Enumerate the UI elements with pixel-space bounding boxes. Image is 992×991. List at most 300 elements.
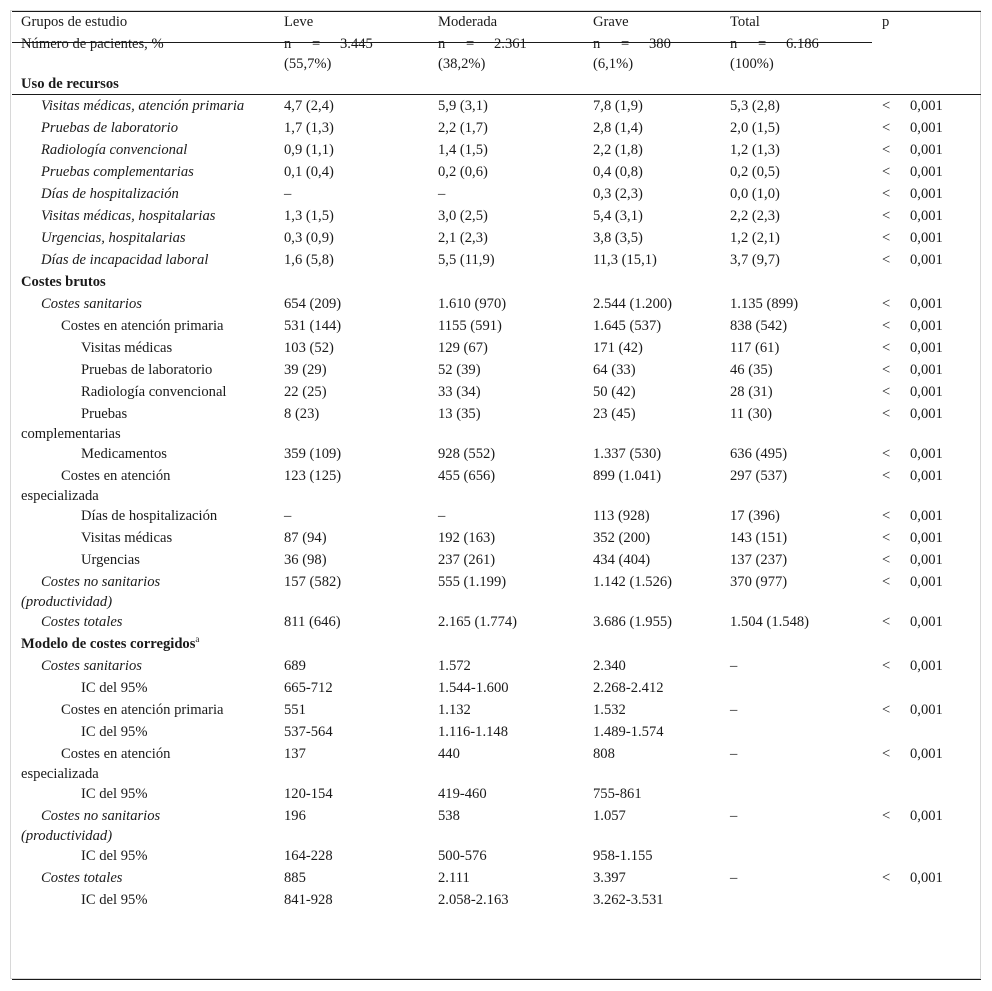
row-label: Pruebas de laboratorio bbox=[41, 120, 179, 136]
table-row bbox=[12, 206, 981, 228]
cell-p bbox=[882, 806, 981, 846]
p-less-than: < bbox=[882, 296, 891, 312]
p-value: 0,001 bbox=[910, 870, 943, 886]
cell-total: 1,2 (2,1) bbox=[730, 230, 780, 246]
table-row bbox=[12, 528, 981, 550]
p-value: 0,001 bbox=[910, 362, 943, 378]
row-label: IC del 95% bbox=[81, 848, 148, 864]
cell-moderada: 2,2 (1,7) bbox=[438, 120, 488, 136]
cell-leve: 137 bbox=[284, 746, 306, 762]
table-row bbox=[12, 722, 981, 744]
cell-p bbox=[882, 722, 981, 744]
cell-grave: 7,8 (1,9) bbox=[593, 98, 643, 114]
p-value: 0,001 bbox=[910, 658, 943, 674]
cost-table bbox=[12, 12, 981, 912]
cell-p bbox=[882, 404, 981, 444]
cell-moderada: 2.165 (1.774) bbox=[438, 614, 518, 630]
p-value: 0,001 bbox=[910, 318, 943, 334]
p-value: 0,001 bbox=[910, 552, 943, 568]
table-row bbox=[12, 382, 981, 404]
table-row bbox=[12, 404, 981, 444]
cell-p bbox=[882, 846, 981, 868]
cell-p bbox=[882, 744, 981, 784]
cell-total: 0,0 (1,0) bbox=[730, 186, 780, 202]
cell-leve: 164-228 bbox=[284, 848, 333, 864]
p-value: 0,001 bbox=[910, 98, 943, 114]
cell-leve: 665-712 bbox=[284, 680, 333, 696]
cell-p bbox=[882, 678, 981, 700]
cell-leve: – bbox=[284, 508, 292, 524]
cell-p bbox=[882, 550, 981, 572]
patients-grave-n: n = 380 bbox=[593, 36, 671, 52]
p-less-than: < bbox=[882, 508, 891, 524]
cell-p bbox=[882, 162, 981, 184]
p-less-than: < bbox=[882, 746, 891, 762]
table-row bbox=[12, 572, 981, 612]
cell-leve: 0,9 (1,1) bbox=[284, 142, 334, 158]
cell-grave: 11,3 (15,1) bbox=[593, 252, 657, 268]
cell-leve: 0,3 (0,9) bbox=[284, 230, 334, 246]
row-label: Pruebas complementarias bbox=[41, 164, 194, 180]
cell-p bbox=[882, 228, 981, 250]
row-label: Días de incapacidad laboral bbox=[41, 252, 209, 268]
cell-total bbox=[730, 722, 882, 744]
cell-grave: 1.142 (1.526) bbox=[593, 574, 673, 590]
row-label: Radiología convencional bbox=[41, 142, 188, 158]
p-less-than: < bbox=[882, 98, 891, 114]
cell-grave: 113 (928) bbox=[593, 508, 650, 524]
table-row bbox=[12, 806, 981, 846]
cell-grave: 1.337 (530) bbox=[593, 446, 662, 462]
cell-moderada: 5,9 (3,1) bbox=[438, 98, 488, 114]
cell-grave: 2.268-2.412 bbox=[593, 680, 664, 696]
cell-total: 28 (31) bbox=[730, 384, 773, 400]
p-value: 0,001 bbox=[910, 468, 943, 484]
cell-total: 838 (542) bbox=[730, 318, 788, 334]
table-row bbox=[12, 612, 981, 634]
cell-total: 0,2 (0,5) bbox=[730, 164, 780, 180]
table-row bbox=[12, 162, 981, 184]
cell-grave: 1.057 bbox=[593, 808, 626, 824]
p-value: 0,001 bbox=[910, 574, 943, 590]
cell-moderada: 2.111 bbox=[438, 870, 470, 886]
p-value: 0,001 bbox=[910, 230, 943, 246]
col-header-group: Grupos de estudio bbox=[21, 14, 128, 30]
cell-total: 2,0 (1,5) bbox=[730, 120, 780, 136]
row-label-cont: especializada bbox=[21, 488, 99, 504]
cell-total: 5,3 (2,8) bbox=[730, 98, 780, 114]
cell-total: 17 (396) bbox=[730, 508, 780, 524]
row-label: Días de hospitalización bbox=[81, 508, 218, 524]
cell-leve: 157 (582) bbox=[284, 574, 342, 590]
cell-total: 370 (977) bbox=[730, 574, 788, 590]
cell-moderada: – bbox=[438, 508, 446, 524]
cell-p bbox=[882, 572, 981, 612]
cell-p bbox=[882, 294, 981, 316]
p-less-than: < bbox=[882, 446, 891, 462]
section-costes-brutos-title: Costes brutos bbox=[21, 274, 106, 290]
cell-p bbox=[882, 506, 981, 528]
p-less-than: < bbox=[882, 552, 891, 568]
patients-total-n: n = 6.186 bbox=[730, 36, 819, 52]
table-row bbox=[12, 228, 981, 250]
table-row bbox=[12, 846, 981, 868]
p-less-than: < bbox=[882, 384, 891, 400]
cell-leve: 689 bbox=[284, 658, 306, 674]
p-value: 0,001 bbox=[910, 406, 943, 422]
table-row bbox=[12, 700, 981, 722]
cell-total bbox=[730, 678, 882, 700]
cell-total: 1,2 (1,3) bbox=[730, 142, 780, 158]
row-label: Costes en atención primaria bbox=[61, 702, 224, 718]
cell-p bbox=[882, 382, 981, 404]
patients-moderada-n: n = 2.361 bbox=[438, 36, 527, 52]
cell-moderada: 928 (552) bbox=[438, 446, 496, 462]
col-header-leve: Leve bbox=[284, 14, 314, 30]
cell-p bbox=[882, 316, 981, 338]
cell-grave: 2.544 (1.200) bbox=[593, 296, 673, 312]
cell-moderada: 419-460 bbox=[438, 786, 487, 802]
p-value: 0,001 bbox=[910, 120, 943, 136]
row-label: Costes no sanitarios bbox=[41, 808, 161, 824]
cell-total: 137 (237) bbox=[730, 552, 788, 568]
table-row bbox=[12, 506, 981, 528]
cell-moderada: 1155 (591) bbox=[438, 318, 502, 334]
cell-moderada: 1,4 (1,5) bbox=[438, 142, 488, 158]
row-label: Medicamentos bbox=[81, 446, 167, 462]
row-label: Días de hospitalización bbox=[41, 186, 179, 202]
cell-moderada: 129 (67) bbox=[438, 340, 488, 356]
cell-leve: 1,7 (1,3) bbox=[284, 120, 334, 136]
p-value: 0,001 bbox=[910, 252, 943, 268]
table-row bbox=[12, 678, 981, 700]
cell-leve: 537-564 bbox=[284, 724, 333, 740]
cell-grave: 2,8 (1,4) bbox=[593, 120, 643, 136]
cell-leve: 103 (52) bbox=[284, 340, 334, 356]
row-label: IC del 95% bbox=[81, 786, 148, 802]
cell-grave: 3,8 (3,5) bbox=[593, 230, 643, 246]
patients-grave-pct: (6,1%) bbox=[593, 56, 634, 72]
cell-moderada: 5,5 (11,9) bbox=[438, 252, 495, 268]
cell-leve: 885 bbox=[284, 870, 306, 886]
cell-grave: 23 (45) bbox=[593, 406, 636, 422]
cell-moderada: 192 (163) bbox=[438, 530, 496, 546]
cell-total: 1.135 (899) bbox=[730, 296, 799, 312]
cell-moderada: 13 (35) bbox=[438, 406, 481, 422]
cell-p bbox=[882, 784, 981, 806]
row-label: Costes en atención bbox=[61, 468, 171, 484]
row-label-cont: complementarias bbox=[21, 426, 121, 442]
cell-moderada: 3,0 (2,5) bbox=[438, 208, 488, 224]
row-label: Visitas médicas, hospitalarias bbox=[41, 208, 216, 224]
p-value: 0,001 bbox=[910, 530, 943, 546]
p-less-than: < bbox=[882, 230, 891, 246]
p-value: 0,001 bbox=[910, 384, 943, 400]
cell-total: 11 (30) bbox=[730, 406, 773, 422]
cell-moderada: 0,2 (0,6) bbox=[438, 164, 488, 180]
cell-p bbox=[882, 118, 981, 140]
cell-leve: 123 (125) bbox=[284, 468, 342, 484]
cell-moderada: 33 (34) bbox=[438, 384, 481, 400]
cell-total: – bbox=[730, 746, 738, 762]
p-less-than: < bbox=[882, 808, 891, 824]
cell-moderada: – bbox=[438, 186, 446, 202]
section-uso-recursos bbox=[12, 74, 981, 96]
p-less-than: < bbox=[882, 468, 891, 484]
cell-total: 2,2 (2,3) bbox=[730, 208, 780, 224]
cell-total: – bbox=[730, 870, 738, 886]
patients-moderada bbox=[438, 34, 593, 74]
row-label: IC del 95% bbox=[81, 724, 148, 740]
p-less-than: < bbox=[882, 406, 891, 422]
cell-grave: 3.262-3.531 bbox=[593, 892, 664, 908]
cell-total: 3,7 (9,7) bbox=[730, 252, 780, 268]
cell-grave: 899 (1.041) bbox=[593, 468, 662, 484]
cell-leve: 8 (23) bbox=[284, 406, 320, 422]
p-less-than: < bbox=[882, 574, 891, 590]
p-less-than: < bbox=[882, 362, 891, 378]
cell-total: 143 (151) bbox=[730, 530, 788, 546]
cell-total: – bbox=[730, 808, 738, 824]
table-row bbox=[12, 444, 981, 466]
row-label-cont: especializada bbox=[21, 766, 99, 782]
row-label-cont: (productividad) bbox=[21, 828, 113, 844]
cell-grave: 50 (42) bbox=[593, 384, 636, 400]
p-value: 0,001 bbox=[910, 164, 943, 180]
p-less-than: < bbox=[882, 658, 891, 674]
cell-moderada: 1.544-1.600 bbox=[438, 680, 509, 696]
table-row bbox=[12, 140, 981, 162]
cell-moderada: 440 bbox=[438, 746, 460, 762]
cell-p bbox=[882, 184, 981, 206]
col-header-p: p bbox=[882, 14, 890, 30]
cell-leve: 841-928 bbox=[284, 892, 333, 908]
patients-total bbox=[730, 34, 882, 74]
cell-p bbox=[882, 360, 981, 382]
p-less-than: < bbox=[882, 142, 891, 158]
cell-moderada: 2,1 (2,3) bbox=[438, 230, 488, 246]
patients-grave bbox=[593, 34, 730, 74]
cell-total: 297 (537) bbox=[730, 468, 788, 484]
p-less-than: < bbox=[882, 614, 891, 630]
cell-leve: 87 (94) bbox=[284, 530, 327, 546]
row-label: Costes en atención bbox=[61, 746, 171, 762]
cell-total: 117 (61) bbox=[730, 340, 780, 356]
row-label: Costes en atención primaria bbox=[61, 318, 224, 334]
cell-p bbox=[882, 700, 981, 722]
cell-moderada: 52 (39) bbox=[438, 362, 481, 378]
cell-leve: 531 (144) bbox=[284, 318, 342, 334]
cell-total bbox=[730, 890, 882, 912]
cell-leve: 0,1 (0,4) bbox=[284, 164, 334, 180]
row-label: Costes sanitarios bbox=[41, 658, 142, 674]
patients-leve-n: n = 3.445 bbox=[284, 36, 373, 52]
cell-p bbox=[882, 96, 981, 118]
cell-leve: 359 (109) bbox=[284, 446, 342, 462]
cell-p bbox=[882, 444, 981, 466]
cell-p bbox=[882, 868, 981, 890]
cell-moderada: 1.572 bbox=[438, 658, 471, 674]
cell-leve: 1,6 (5,8) bbox=[284, 252, 334, 268]
cell-grave: 171 (42) bbox=[593, 340, 643, 356]
section-uso-recursos-title: Uso de recursos bbox=[21, 76, 119, 92]
footnote-marker: a bbox=[195, 634, 200, 645]
col-header-moderada: Moderada bbox=[438, 14, 498, 30]
cell-total: – bbox=[730, 702, 738, 718]
cell-leve: – bbox=[284, 186, 292, 202]
patients-leve bbox=[284, 34, 438, 74]
row-label: Pruebas de laboratorio bbox=[81, 362, 213, 378]
row-label: Costes no sanitarios bbox=[41, 574, 161, 590]
cell-total: 636 (495) bbox=[730, 446, 788, 462]
table-row bbox=[12, 550, 981, 572]
bottom-rule bbox=[12, 979, 981, 980]
cell-p bbox=[882, 250, 981, 272]
p-less-than: < bbox=[882, 530, 891, 546]
cell-leve: 22 (25) bbox=[284, 384, 327, 400]
row-label: Costes totales bbox=[41, 870, 123, 886]
row-label: Costes totales bbox=[41, 614, 123, 630]
cell-moderada: 455 (656) bbox=[438, 468, 496, 484]
row-label: Radiología convencional bbox=[81, 384, 227, 400]
p-value: 0,001 bbox=[910, 746, 943, 762]
row-label: Costes sanitarios bbox=[41, 296, 142, 312]
cell-moderada: 500-576 bbox=[438, 848, 487, 864]
table-row bbox=[12, 466, 981, 506]
cell-grave: 5,4 (3,1) bbox=[593, 208, 643, 224]
table-row bbox=[12, 250, 981, 272]
row-label: Visitas médicas bbox=[81, 340, 173, 356]
cell-grave: 434 (404) bbox=[593, 552, 651, 568]
cell-leve: 811 (646) bbox=[284, 614, 341, 630]
section-costes-brutos bbox=[12, 272, 981, 294]
col-header-total: Total bbox=[730, 14, 760, 30]
row-label: IC del 95% bbox=[81, 680, 148, 696]
section-costes-corregidos-title: Modelo de costes corregidos bbox=[21, 636, 196, 652]
cell-grave: 755-861 bbox=[593, 786, 642, 802]
cell-grave: 2.340 bbox=[593, 658, 626, 674]
cell-moderada: 1.116-1.148 bbox=[438, 724, 508, 740]
p-value: 0,001 bbox=[910, 614, 943, 630]
p-less-than: < bbox=[882, 186, 891, 202]
cell-grave: 2,2 (1,8) bbox=[593, 142, 643, 158]
cell-moderada: 555 (1.199) bbox=[438, 574, 507, 590]
cell-grave: 1.532 bbox=[593, 702, 626, 718]
p-value: 0,001 bbox=[910, 296, 943, 312]
patients-label: Número de pacientes, % bbox=[21, 36, 164, 52]
p-value: 0,001 bbox=[910, 340, 943, 356]
p-value: 0,001 bbox=[910, 446, 943, 462]
cell-p bbox=[882, 656, 981, 678]
cell-grave: 1.645 (537) bbox=[593, 318, 662, 334]
table-row bbox=[12, 890, 981, 912]
cell-grave: 3.686 (1.955) bbox=[593, 614, 673, 630]
row-label: Urgencias bbox=[81, 552, 140, 568]
cell-total: 1.504 (1.548) bbox=[730, 614, 810, 630]
table-row bbox=[12, 868, 981, 890]
table-row bbox=[12, 118, 981, 140]
p-less-than: < bbox=[882, 870, 891, 886]
p-value: 0,001 bbox=[910, 142, 943, 158]
cell-leve: 120-154 bbox=[284, 786, 333, 802]
row-label: IC del 95% bbox=[81, 892, 148, 908]
cell-leve: 36 (98) bbox=[284, 552, 327, 568]
cell-moderada: 1.132 bbox=[438, 702, 471, 718]
table-row bbox=[12, 360, 981, 382]
row-label: Visitas médicas, atención primaria bbox=[41, 98, 245, 114]
p-less-than: < bbox=[882, 164, 891, 180]
row-label: Visitas médicas bbox=[81, 530, 173, 546]
patients-leve-pct: (55,7%) bbox=[284, 56, 332, 72]
patients-moderada-pct: (38,2%) bbox=[438, 56, 486, 72]
p-value: 0,001 bbox=[910, 808, 943, 824]
row-label: Pruebas bbox=[81, 406, 128, 422]
cell-leve: 654 (209) bbox=[284, 296, 342, 312]
p-less-than: < bbox=[882, 340, 891, 356]
p-value: 0,001 bbox=[910, 702, 943, 718]
cell-grave: 808 bbox=[593, 746, 615, 762]
cell-leve: 551 bbox=[284, 702, 306, 718]
table-row bbox=[12, 784, 981, 806]
cell-moderada: 538 bbox=[438, 808, 460, 824]
col-header-grave: Grave bbox=[593, 14, 629, 30]
cell-p bbox=[882, 528, 981, 550]
patients-row bbox=[12, 34, 981, 74]
cell-grave: 3.397 bbox=[593, 870, 626, 886]
cell-leve: 196 bbox=[284, 808, 306, 824]
cell-moderada: 2.058-2.163 bbox=[438, 892, 509, 908]
header-row bbox=[12, 12, 981, 34]
cell-grave: 64 (33) bbox=[593, 362, 636, 378]
table-row bbox=[12, 316, 981, 338]
table-row bbox=[12, 184, 981, 206]
p-value: 0,001 bbox=[910, 186, 943, 202]
cell-leve: 4,7 (2,4) bbox=[284, 98, 334, 114]
cell-grave: 352 (200) bbox=[593, 530, 651, 546]
p-less-than: < bbox=[882, 252, 891, 268]
cell-grave: 1.489-1.574 bbox=[593, 724, 664, 740]
cell-grave: 958-1.155 bbox=[593, 848, 653, 864]
table-row bbox=[12, 294, 981, 316]
cell-leve: 1,3 (1,5) bbox=[284, 208, 334, 224]
cell-p bbox=[882, 206, 981, 228]
p-less-than: < bbox=[882, 702, 891, 718]
table-row bbox=[12, 338, 981, 360]
p-less-than: < bbox=[882, 208, 891, 224]
row-label: Urgencias, hospitalarias bbox=[41, 230, 186, 246]
cell-total: – bbox=[730, 658, 738, 674]
cell-grave: 0,4 (0,8) bbox=[593, 164, 643, 180]
cell-p bbox=[882, 466, 981, 506]
cell-total bbox=[730, 846, 882, 868]
cell-total bbox=[730, 784, 882, 806]
cell-moderada: 1.610 (970) bbox=[438, 296, 507, 312]
cell-total: 46 (35) bbox=[730, 362, 773, 378]
section-costes-corregidos bbox=[12, 634, 981, 656]
cell-grave: 0,3 (2,3) bbox=[593, 186, 643, 202]
cell-moderada: 237 (261) bbox=[438, 552, 496, 568]
cell-p bbox=[882, 890, 981, 912]
table-row bbox=[12, 96, 981, 118]
table-row bbox=[12, 744, 981, 784]
cell-p bbox=[882, 338, 981, 360]
cell-leve: 39 (29) bbox=[284, 362, 327, 378]
p-value: 0,001 bbox=[910, 508, 943, 524]
row-label-cont: (productividad) bbox=[21, 594, 113, 610]
cell-p bbox=[882, 140, 981, 162]
p-less-than: < bbox=[882, 120, 891, 136]
p-value: 0,001 bbox=[910, 208, 943, 224]
